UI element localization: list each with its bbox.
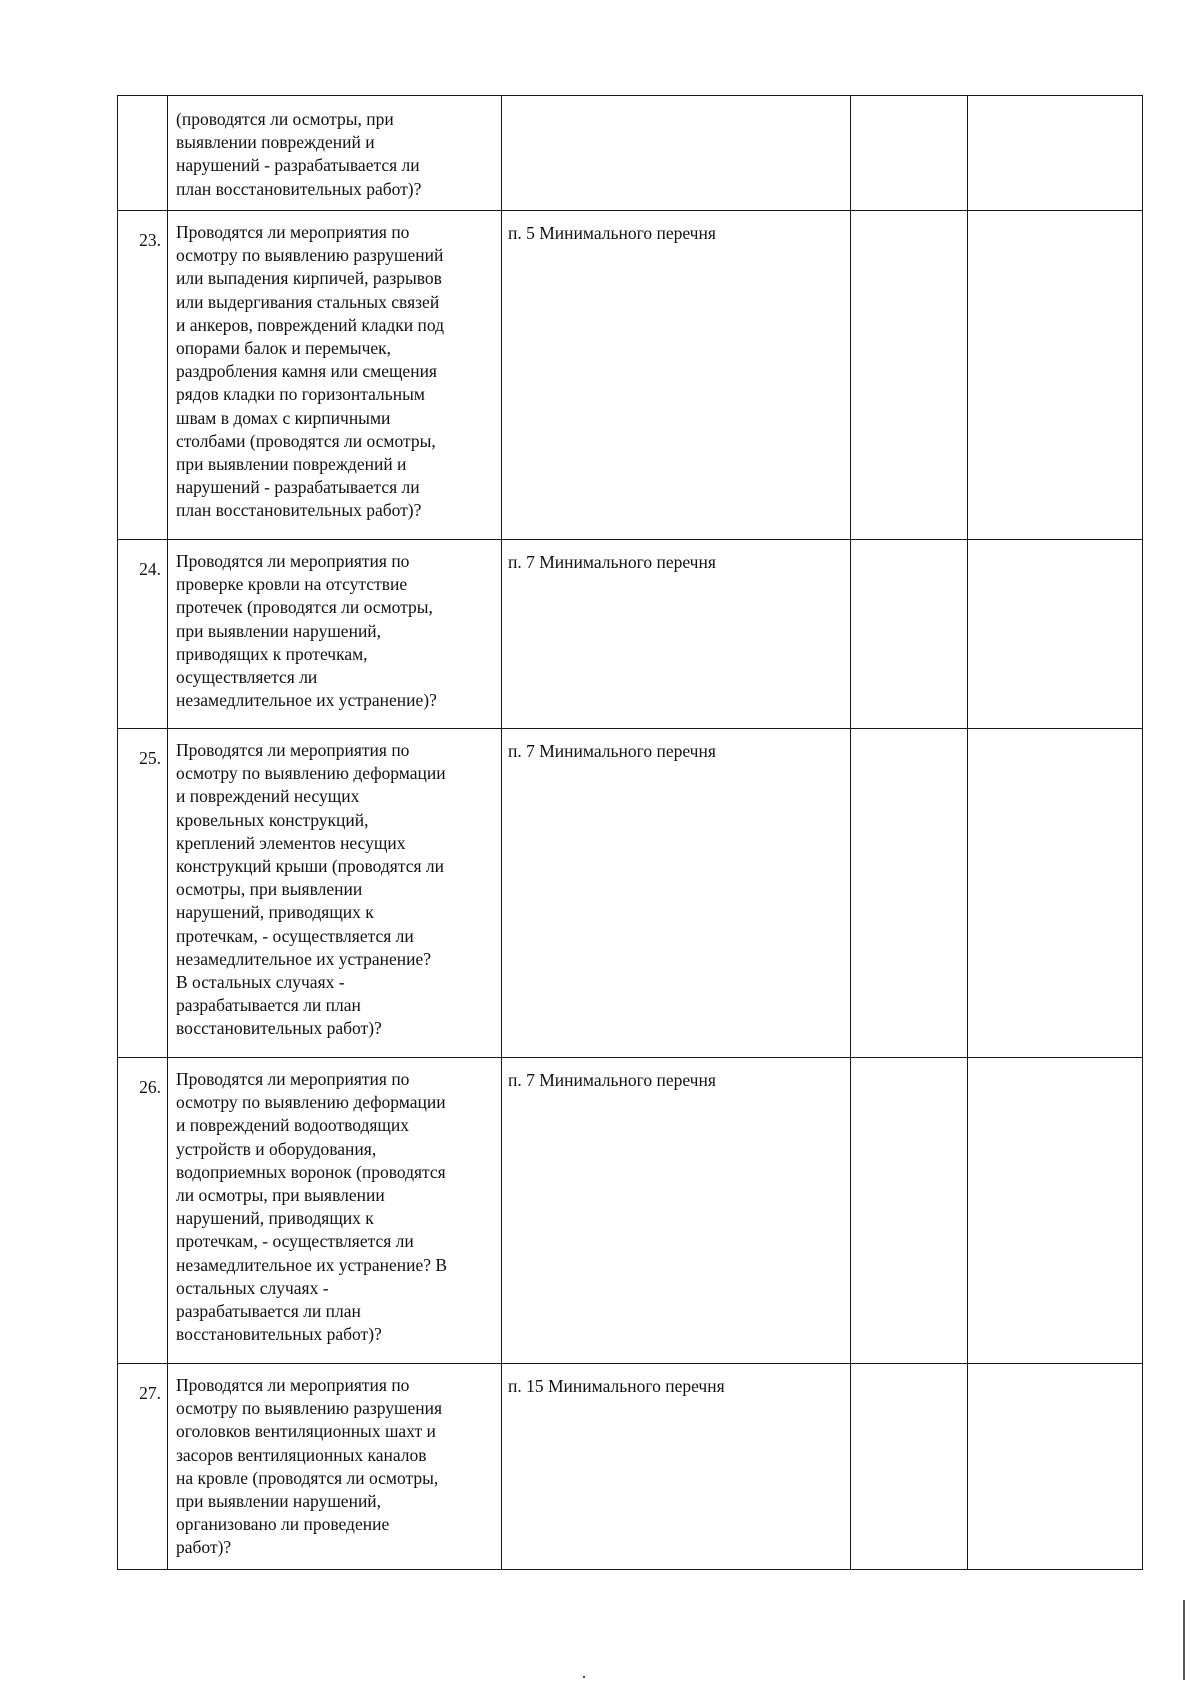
requirement-reference: п. 7 Минимального перечня xyxy=(502,1058,851,1364)
answer-cell xyxy=(851,540,968,729)
checklist-table xyxy=(117,95,1143,1570)
row-number: 27. xyxy=(118,1364,168,1570)
table-row xyxy=(118,1058,1143,1364)
note-cell xyxy=(968,729,1143,1058)
requirement-reference: п. 5 Минимального перечня xyxy=(502,211,851,540)
answer-cell xyxy=(851,1058,968,1364)
requirement-reference: п. 7 Минимального перечня xyxy=(502,729,851,1058)
row-number xyxy=(118,96,168,211)
row-number: 25. xyxy=(118,729,168,1058)
answer-cell xyxy=(851,96,968,211)
question-text: Проводятся ли мероприятия по осмотру по выявлению деформации и повреждений водоотводящих устройств и оборудования, водоприемных воронок (проводятся ли осмотры, при выявлении нарушений, приводящих к протечкам, - осуществляется ли незамедлительное их устранение? В остальных случаях - разрабатывается ли план восстановительных работ)? xyxy=(168,1058,502,1364)
table-row xyxy=(118,96,1143,211)
question-text: Проводятся ли мероприятия по осмотру по выявлению деформации и повреждений несущих кровельных конструкций, креплений элементов несущих конструкций крыши (проводятся ли осмотры, при выявлении нарушений, приводящих к протечкам, - осуществляется ли незамедлительное их устранение? В остальных случаях - разрабатывается ли план восстановительных работ)? xyxy=(168,729,502,1058)
row-number: 26. xyxy=(118,1058,168,1364)
note-cell xyxy=(968,540,1143,729)
answer-cell xyxy=(851,1364,968,1570)
row-number: 23. xyxy=(118,211,168,540)
row-number: 24. xyxy=(118,540,168,729)
scan-speck xyxy=(583,1676,585,1678)
note-cell xyxy=(968,96,1143,211)
table-row xyxy=(118,729,1143,1058)
question-text: Проводятся ли мероприятия по проверке кровли на отсутствие протечек (проводятся ли осмотры, при выявлении нарушений, приводящих к протечкам, осуществляется ли незамедлительное их устранение)? xyxy=(168,540,502,729)
requirement-reference: п. 7 Минимального перечня xyxy=(502,540,851,729)
scan-edge-mark xyxy=(1183,1600,1185,1680)
answer-cell xyxy=(851,211,968,540)
question-text: Проводятся ли мероприятия по осмотру по выявлению разрушения оголовков вентиляционных шахт и засоров вентиляционных каналов на кровле (проводятся ли осмотры, при выявлении нарушений, организовано ли проведение работ)? xyxy=(168,1364,502,1570)
requirement-reference xyxy=(502,96,851,211)
note-cell xyxy=(968,1364,1143,1570)
table-row xyxy=(118,211,1143,540)
requirement-reference: п. 15 Минимального перечня xyxy=(502,1364,851,1570)
question-text: Проводятся ли мероприятия по осмотру по выявлению разрушений или выпадения кирпичей, разрывов или выдергивания стальных связей и анкеров, повреждений кладки под опорами балок и перемычек, раздробления камня или смещения рядов кладки по горизонтальным швам в домах с кирпичными столбами (проводятся ли осмотры, при выявлении повреждений и нарушений - разрабатывается ли план восстановительных работ)? xyxy=(168,211,502,540)
table-row xyxy=(118,1364,1143,1570)
answer-cell xyxy=(851,729,968,1058)
table-row xyxy=(118,540,1143,729)
note-cell xyxy=(968,1058,1143,1364)
question-text: (проводятся ли осмотры, при выявлении повреждений и нарушений - разрабатывается ли план восстановительных работ)? xyxy=(168,96,502,211)
note-cell xyxy=(968,211,1143,540)
